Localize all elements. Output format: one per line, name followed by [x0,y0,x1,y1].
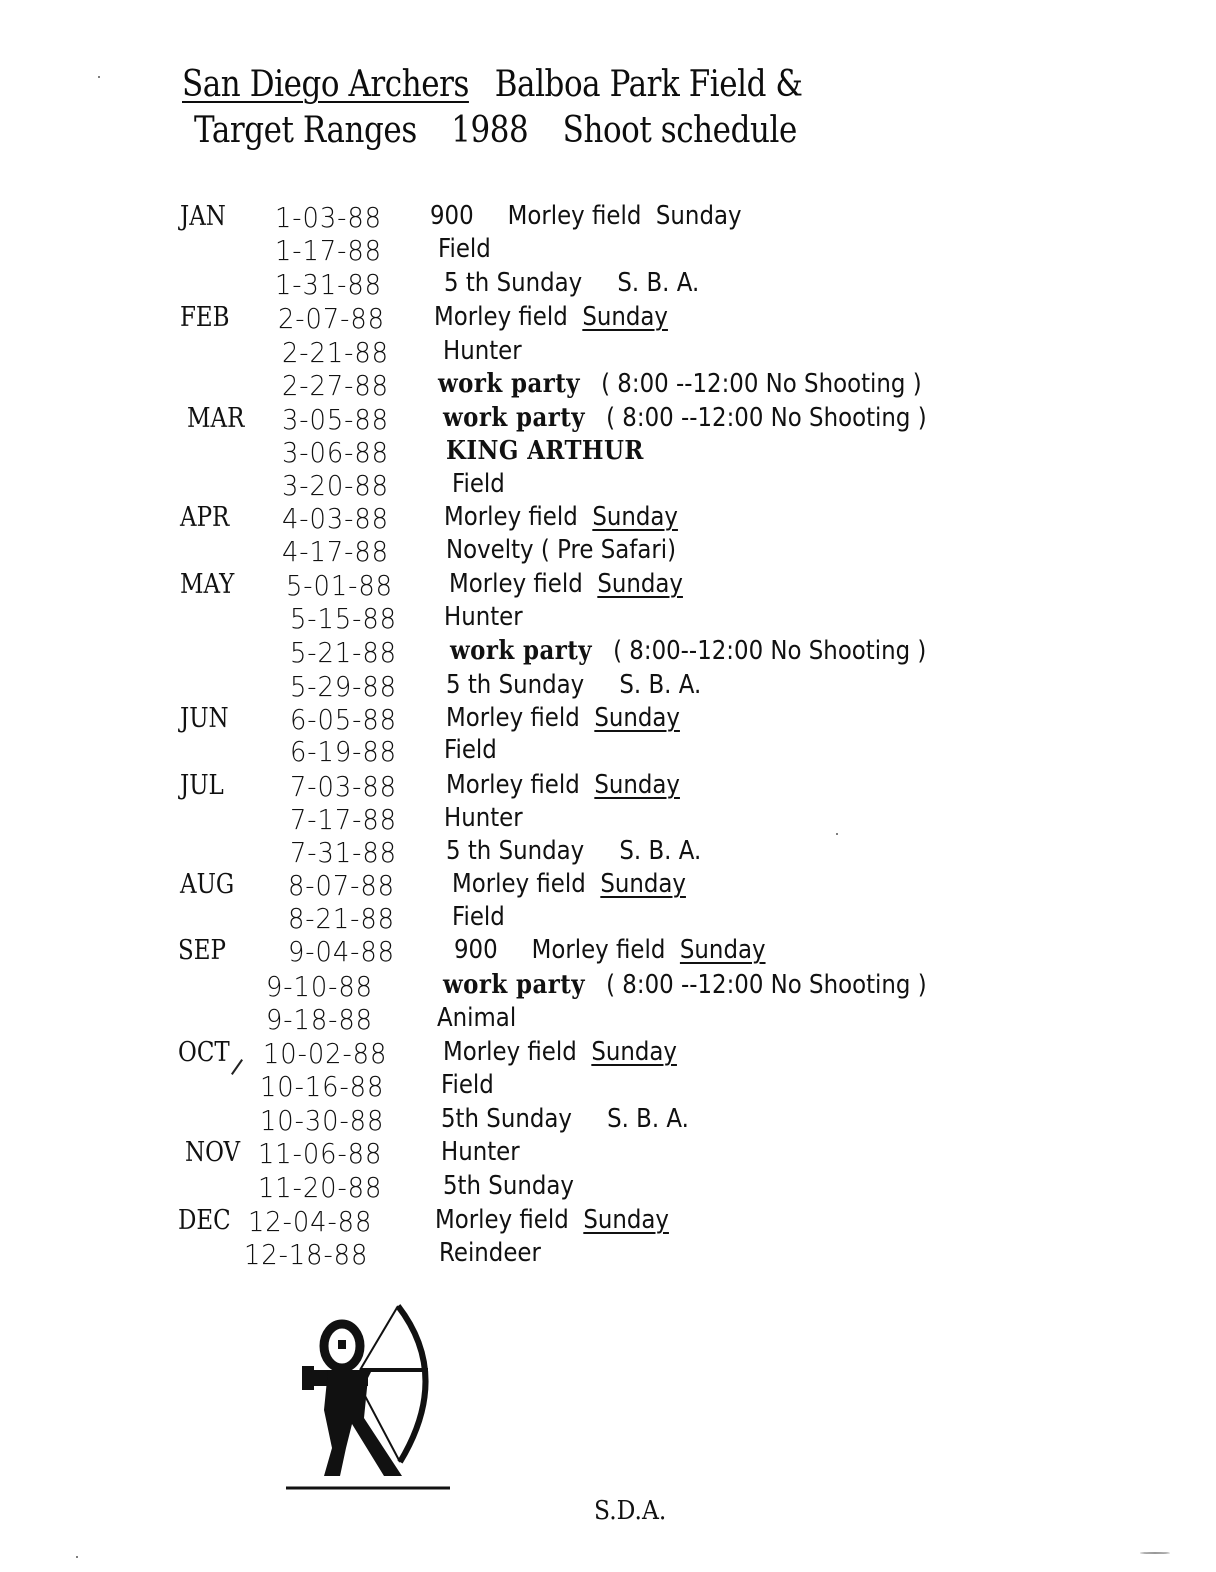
event-day: Sunday [600,869,686,899]
event-name: Morley field [452,869,586,899]
event-description [446,703,680,733]
pen-tick-mark [231,1059,243,1075]
event-date: 3-05-88 [282,403,389,436]
event-description [446,436,644,466]
event-description [444,268,699,298]
event-date: 6-19-88 [290,735,397,768]
archer-icon [280,1298,460,1498]
event-note: ( 8:00 --12:00 No Shooting ) [606,970,927,1000]
event-description [443,1037,677,1067]
title-ranges: Target Ranges [194,110,417,151]
event-round-prefix: 900 [430,201,474,231]
event-date: 9-18-88 [266,1003,373,1036]
event-date: 12-04-88 [248,1205,373,1238]
event-name: Novelty ( Pre Safari) [446,535,677,565]
event-date: 11-06-88 [258,1137,383,1170]
event-description [437,1003,516,1033]
event-name: Morley field [446,770,580,800]
event-date: 9-04-88 [288,935,395,968]
event-date: 7-31-88 [290,836,397,869]
event-date: 4-03-88 [282,502,389,535]
scan-speck [76,1556,78,1558]
event-name: work party [443,970,585,1000]
title-line-1 [182,64,803,105]
event-date: 2-27-88 [282,369,389,402]
event-name: 5th Sunday [443,1171,574,1201]
event-name: work party [443,403,585,433]
event-note: ( 8:00--12:00 No Shooting ) [613,636,927,666]
event-description [446,535,676,565]
month-label: JUL [180,770,224,801]
event-day: Sunday [597,569,683,599]
event-description [444,502,678,532]
event-round-prefix: 900 [454,935,498,965]
event-date: 5-21-88 [290,636,397,669]
event-description [441,1137,520,1167]
event-description [454,935,766,965]
event-date: 1-31-88 [275,268,382,301]
event-name: Hunter [444,803,523,833]
event-note: ( 8:00 --12:00 No Shooting ) [601,369,922,399]
event-description [452,902,505,932]
event-day: Sunday [655,201,742,231]
event-note: S. B. A. [619,836,702,866]
event-date: 9-10-88 [266,970,373,1003]
event-date: 10-16-88 [260,1070,385,1103]
event-description [434,302,668,332]
event-name: KING ARTHUR [446,436,644,466]
event-description [449,569,683,599]
event-description [441,1104,689,1134]
event-name: Morley field [507,201,642,231]
event-note: S. B. A. [619,670,702,700]
month-label: FEB [180,302,230,333]
org-name: San Diego Archers [182,64,469,105]
event-date: 3-20-88 [282,469,389,502]
event-date: 1-17-88 [275,234,382,267]
month-label: NOV [185,1137,241,1168]
event-name: Field [438,234,491,264]
event-name: Animal [437,1003,517,1033]
event-name: Hunter [444,602,523,632]
event-description [446,770,680,800]
title-line-2 [194,110,797,151]
event-name: Hunter [443,336,522,366]
event-description [430,201,742,231]
event-name: Field [452,469,505,499]
event-description [450,636,926,666]
event-name: 5 th Sunday [446,836,585,866]
event-description [443,403,927,433]
event-note: S. B. A. [617,268,700,298]
event-date: 3-06-88 [282,436,389,469]
month-label: SEP [178,935,226,966]
title-location: Balboa Park Field & [494,64,803,105]
event-name: 5 th Sunday [446,670,585,700]
month-label: JUN [180,703,229,734]
event-date: 8-07-88 [288,869,395,902]
month-label: JAN [180,201,226,232]
event-description [443,1171,574,1201]
event-date: 7-17-88 [290,803,397,836]
event-date: 10-30-88 [260,1104,385,1137]
event-day: Sunday [582,302,668,332]
event-date: 2-07-88 [278,302,385,335]
event-name: Morley field [434,302,568,332]
event-name: work party [438,369,580,399]
event-description [446,836,701,866]
month-label: AUG [180,869,235,900]
event-day: Sunday [592,502,678,532]
event-name: 5 th Sunday [444,268,583,298]
scan-noise [1140,1552,1170,1554]
event-date: 5-15-88 [290,602,397,635]
event-name: Field [452,902,505,932]
event-description [444,803,523,833]
event-name: Morley field [531,935,666,965]
event-day: Sunday [591,1037,677,1067]
event-description [446,670,701,700]
event-day: Sunday [583,1205,669,1235]
event-description [435,1205,669,1235]
event-date: 10-02-88 [263,1037,388,1070]
event-date: 6-05-88 [290,703,397,736]
title-year: 1988 [451,110,529,151]
scan-speck [836,833,838,835]
event-day: Sunday [679,935,766,965]
signature: S.D.A. [594,1496,667,1526]
event-name: Morley field [446,703,580,733]
event-name: 5th Sunday [441,1104,572,1134]
event-description [444,602,523,632]
event-description [443,336,522,366]
event-day: Sunday [594,770,680,800]
month-label: APR [180,502,230,533]
event-day: Sunday [594,703,680,733]
month-label: OCT [178,1037,230,1068]
event-date: 4-17-88 [282,535,389,568]
event-name: Morley field [443,1037,577,1067]
event-date: 8-21-88 [288,902,395,935]
event-name: Morley field [449,569,583,599]
event-name: Reindeer [439,1238,541,1268]
event-description [438,234,491,264]
event-name: Hunter [441,1137,520,1167]
event-date: 5-29-88 [290,670,397,703]
event-note: ( 8:00 --12:00 No Shooting ) [606,403,927,433]
event-date: 12-18-88 [244,1238,369,1271]
event-name: Morley field [435,1205,569,1235]
event-description [438,369,922,399]
event-name: Morley field [444,502,578,532]
event-name: Field [444,735,497,765]
event-description [439,1238,541,1268]
event-date: 7-03-88 [290,770,397,803]
event-name: work party [450,636,592,666]
event-date: 2-21-88 [282,336,389,369]
event-description [441,1070,494,1100]
event-date: 5-01-88 [286,569,393,602]
event-date: 1-03-88 [275,201,382,234]
scan-speck [98,76,100,78]
event-description [444,735,497,765]
month-label: MAR [187,403,245,434]
month-label: DEC [178,1205,231,1236]
month-label: MAY [180,569,235,600]
event-description [443,970,927,1000]
event-description [452,869,686,899]
event-date: 11-20-88 [258,1171,383,1204]
event-note: S. B. A. [607,1104,689,1134]
event-name: Field [441,1070,494,1100]
event-description [452,469,505,499]
title-schedule: Shoot schedule [562,110,797,151]
